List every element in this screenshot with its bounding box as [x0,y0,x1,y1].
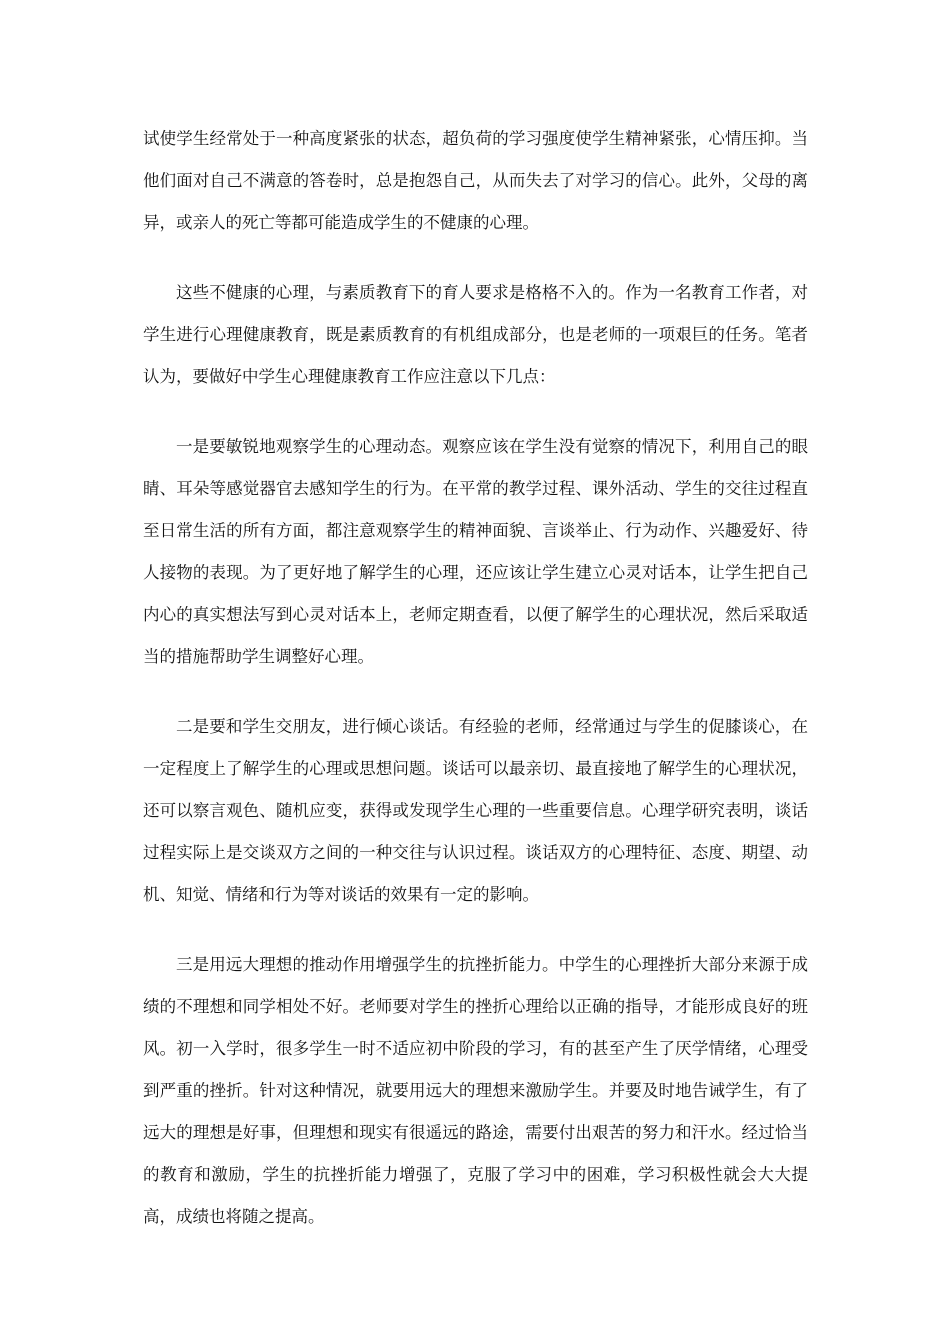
paragraph-3: 一是要敏锐地观察学生的心理动态。观察应该在学生没有觉察的情况下，利用自己的眼睛、耳朵等感觉器官去感知学生的行为。在平常的教学过程、课外活动、学生的交往过程直至日常生活的所有方面，都注意观察学生的精神面貌、言谈举止、行为动作、兴趣爱好、待人接物的表现。为了更好地了解学生的心理，还应该让学生建立心灵对话本，让学生把自己内心的真实想法写到心灵对话本上，老师定期查看，以便了解学生的心理状况，然后采取适当的措施帮助学生调整好心理。 [143,437,808,666]
paragraph-5: 三是用远大理想的推动作用增强学生的抗挫折能力。中学生的心理挫折大部分来源于成绩的不理想和同学相处不好。老师要对学生的挫折心理给以正确的指导，才能形成良好的班风。初一入学时，很多学生一时不适应初中阶段的学习，有的甚至产生了厌学情绪，心理受到严重的挫折。针对这种情况，就要用远大的理想来激励学生。并要及时地告诫学生，有了远大的理想是好事，但理想和现实有很遥远的路途，需要付出艰苦的努力和汗水。经过恰当的教育和激励，学生的抗挫折能力增强了，克服了学习中的困难，学习积极性就会大大提高，成绩也将随之提高。 [143,955,808,1226]
paragraph-2: 这些不健康的心理，与素质教育下的育人要求是格格不入的。作为一名教育工作者，对学生进行心理健康教育，既是素质教育的有机组成部分，也是老师的一项艰巨的任务。笔者认为，要做好中学生心理健康教育工作应注意以下几点： [143,283,808,386]
document-body [143,118,808,1266]
paragraph-4: 二是要和学生交朋友，进行倾心谈话。有经验的老师，经常通过与学生的促膝谈心，在一定程度上了解学生的心理或思想问题。谈话可以最亲切、最直接地了解学生的心理状况，还可以察言观色、随机应变，获得或发现学生心理的一些重要信息。心理学研究表明，谈话过程实际上是交谈双方之间的一种交往与认识过程。谈话双方的心理特征、态度、期望、动机、知觉、情绪和行为等对谈话的效果有一定的影响。 [143,717,808,904]
paragraph-1: 试使学生经常处于一种高度紧张的状态，超负荷的学习强度使学生精神紧张，心情压抑。当他们面对自己不满意的答卷时，总是抱怨自己，从而失去了对学习的信心。此外，父母的离异，或亲人的死亡等都可能造成学生的不健康的心理。 [143,129,808,232]
